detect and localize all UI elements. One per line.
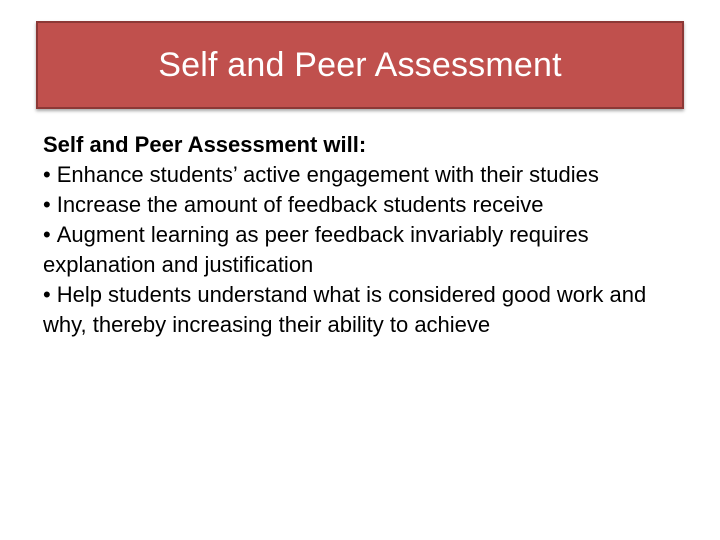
bullet-icon: •: [43, 192, 51, 217]
title-banner: [36, 21, 684, 109]
bullet-list: [43, 160, 683, 340]
bullet-text: Increase the amount of feedback students receive: [56, 192, 544, 217]
bullet-icon: •: [43, 222, 51, 247]
bullet-item-engagement: [43, 160, 683, 190]
bullet-text: Help students understand what is considered good work and why, thereby increasing their ability to achieve: [43, 282, 647, 337]
bullet-item-learning: [43, 220, 683, 280]
bullet-text: Augment learning as peer feedback invariably requires explanation and justification: [43, 222, 589, 277]
bullet-item-feedback: [43, 190, 683, 220]
bullet-item-understanding: [43, 280, 683, 340]
bullet-icon: •: [43, 282, 51, 307]
intro-text: Self and Peer Assessment will:: [43, 132, 367, 157]
bullet-text: Enhance students’ active engagement with their studies: [56, 162, 599, 187]
slide-body: [43, 130, 683, 340]
slide-title: Self and Peer Assessment: [158, 45, 562, 84]
bullet-icon: •: [43, 162, 51, 187]
